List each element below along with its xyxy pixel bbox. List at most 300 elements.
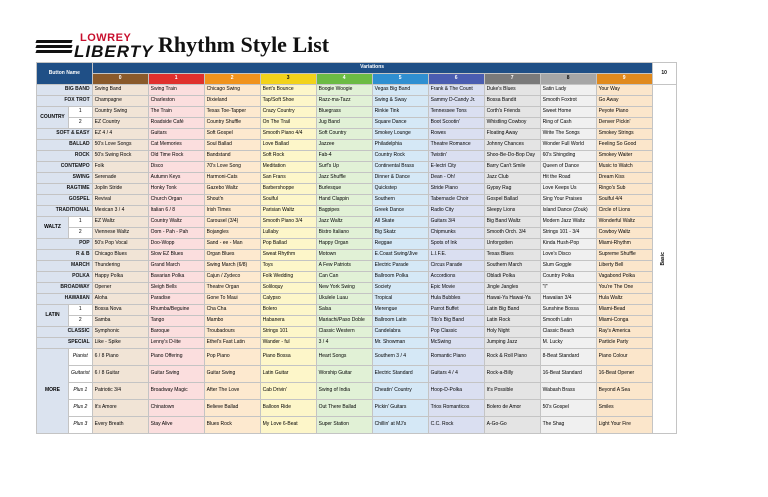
style-cell: Guitar Swing — [204, 366, 260, 383]
style-cell: Music to Watch — [596, 162, 652, 173]
style-cell: Pop Classic — [428, 327, 484, 338]
style-cell: Razz-ma-Tazz — [316, 96, 372, 107]
column-number: 9 — [596, 74, 652, 85]
table-row — [37, 173, 677, 184]
style-cell: You're The One — [596, 283, 652, 294]
style-cell: Chipmunks — [428, 228, 484, 239]
table-row — [37, 305, 677, 316]
more-sub-label: Plus 1 — [69, 383, 93, 400]
style-cell: Tennessee Tons — [428, 107, 484, 118]
table-row — [37, 316, 677, 327]
style-cell: Parisian Waltz — [260, 206, 316, 217]
style-cell: Thundering — [92, 261, 148, 272]
style-cell: Strings 101 - 3/4 — [540, 228, 596, 239]
style-cell: Society — [372, 283, 428, 294]
style-cell: Sleigh Bells — [148, 283, 204, 294]
style-cell: The Shag — [540, 417, 596, 434]
style-sub-number: 1 — [69, 107, 93, 118]
style-cell: Light Your Fire — [596, 417, 652, 434]
column-number: 4 — [316, 74, 372, 85]
style-row-label: BALLAD — [37, 140, 93, 151]
style-cell: Mr. Showman — [372, 338, 428, 349]
style-cell: Big Skatz — [372, 228, 428, 239]
style-cell: Greek Dance — [372, 206, 428, 217]
variations-header: Variations — [92, 63, 652, 74]
style-cell: Wander - ful — [260, 338, 316, 349]
style-cell: Lullaby — [260, 228, 316, 239]
style-cell: Peyote Piano — [596, 107, 652, 118]
style-cell: Surf's Up — [316, 162, 372, 173]
style-cell: Texas Blues — [484, 250, 540, 261]
style-cell: Boogie Woogie — [316, 85, 372, 96]
table-row — [37, 261, 677, 272]
style-cell: Sand - ee - Man — [204, 239, 260, 250]
style-row-label: BIG BAND — [37, 85, 93, 96]
column-number: 2 — [204, 74, 260, 85]
style-cell: Crazy Country — [260, 107, 316, 118]
style-cell: San Frans — [260, 173, 316, 184]
style-cell: Jumping Jazz — [484, 338, 540, 349]
column-number: 0 — [92, 74, 148, 85]
style-cell: Happy Polka — [92, 272, 148, 283]
style-cell: Soul Ballad — [204, 140, 260, 151]
style-cell: Meditation — [260, 162, 316, 173]
style-cell: Southern March — [484, 261, 540, 272]
style-cell: 6 / 8 Guitar — [92, 366, 148, 383]
style-cell: Gospel Ballad — [484, 195, 540, 206]
style-cell: Shoo-Be-Do-Bop Day — [484, 151, 540, 162]
style-cell: 50's Pop Vocal — [92, 239, 148, 250]
style-cell: Burlesque — [316, 184, 372, 195]
style-cell: Guitars 3/4 — [428, 217, 484, 228]
style-cell: Whistling Cowboy — [484, 118, 540, 129]
style-cell: Cha Cha — [204, 305, 260, 316]
style-cell: Bolero — [260, 305, 316, 316]
style-cell: Twistin' — [428, 151, 484, 162]
style-cell: Classic Western — [316, 327, 372, 338]
style-row-label: ROCK — [37, 151, 93, 162]
basic-label-text: Basic — [660, 252, 667, 266]
style-sub-number: 2 — [69, 118, 93, 129]
style-cell: Balloon Ride — [260, 400, 316, 417]
style-cell: EZ Waltz — [92, 217, 148, 228]
style-cell: Liberty Bell — [596, 261, 652, 272]
style-cell: Holy Night — [484, 327, 540, 338]
style-cell: Vegas Big Band — [372, 85, 428, 96]
style-cell: Unforgotten — [484, 239, 540, 250]
style-cell: Troubadours — [204, 327, 260, 338]
style-cell: Trios Romanticos — [428, 400, 484, 417]
style-cell: Southern 3 / 4 — [372, 349, 428, 366]
style-cell: Bossa Bandit — [484, 96, 540, 107]
style-cell: Corth's Friends — [484, 107, 540, 118]
style-cell: Slum Goggle — [540, 261, 596, 272]
style-cell: Particle Party — [596, 338, 652, 349]
style-cell: Sammy D-Candy Jr. — [428, 96, 484, 107]
style-cell: Jingle Jangles — [484, 283, 540, 294]
style-cell: Hula Waltz — [596, 294, 652, 305]
style-cell: Rock-a-Billy — [484, 366, 540, 383]
style-group-label: COUNTRY — [37, 107, 69, 129]
style-cell: Soft Rock — [260, 151, 316, 162]
style-cell: Bossa Nova — [92, 305, 148, 316]
style-cell: Dream Kiss — [596, 173, 652, 184]
style-cell: Swing March (6/8) — [204, 261, 260, 272]
style-cell: Chicago Swing — [204, 85, 260, 96]
style-cell: Can Can — [316, 272, 372, 283]
table-row — [37, 338, 677, 349]
style-cell: Fab-4 — [316, 151, 372, 162]
style-cell: E-lectri City — [428, 162, 484, 173]
style-row-label: FOX TROT — [37, 96, 93, 107]
style-cell: Spots of Ink — [428, 239, 484, 250]
style-cell: Pop Piano — [204, 349, 260, 366]
style-cell: Smooth Piano 4/4 — [260, 129, 316, 140]
style-cell: Irish Times — [204, 206, 260, 217]
style-group-label: LATIN — [37, 305, 69, 327]
style-cell: Ballroom Polka — [372, 272, 428, 283]
rhythm-style-table — [36, 62, 677, 434]
style-cell: It's Amore — [92, 400, 148, 417]
style-cell: Symphonic — [92, 327, 148, 338]
style-row-label: R & B — [37, 250, 93, 261]
style-cell: Cab Drivin' — [260, 383, 316, 400]
style-cell: It's Possible — [484, 383, 540, 400]
style-cell: Soulful — [260, 195, 316, 206]
style-cell: Hawaiian 3/4 — [540, 294, 596, 305]
column-number: 5 — [372, 74, 428, 85]
column-number-10: 10 — [652, 63, 676, 85]
style-cell: Ray's America — [596, 327, 652, 338]
column-number: 7 — [484, 74, 540, 85]
style-cell: Roadside Café — [148, 118, 204, 129]
table-row — [37, 118, 677, 129]
style-cell: Rowes — [428, 129, 484, 140]
style-cell: Jazz Club — [484, 173, 540, 184]
style-cell: Radio City — [428, 206, 484, 217]
style-cell: Guitars 4 / 4 — [428, 366, 484, 383]
style-cell: 70's Love Song — [204, 162, 260, 173]
style-row-label: HAWAIIAN — [37, 294, 93, 305]
style-cell: Organ Blues — [204, 250, 260, 261]
style-cell: Electric Standard — [372, 366, 428, 383]
logo-brand-top: LOWREY — [80, 32, 132, 44]
style-cell: Paradise — [148, 294, 204, 305]
style-cell: Love Ballad — [260, 140, 316, 151]
style-row-label: GOSPEL — [37, 195, 93, 206]
style-cell: Miami-Bead — [596, 305, 652, 316]
style-cell: Latin Guitar — [260, 366, 316, 383]
style-cell: Beyond A Sea — [596, 383, 652, 400]
style-cell: Swing Band — [92, 85, 148, 96]
style-cell: Swing Train — [148, 85, 204, 96]
style-cell: Chicago Blues — [92, 250, 148, 261]
style-row-label: TRADITIONAL — [37, 206, 93, 217]
style-cell: Pop Ballad — [260, 239, 316, 250]
style-cell: Tap/Soft Shoe — [260, 96, 316, 107]
style-cell: Country Rock — [372, 151, 428, 162]
style-cell: Lenny's D-lite — [148, 338, 204, 349]
style-cell: Honky Tonk — [148, 184, 204, 195]
style-cell: Soulful 4/4 — [596, 195, 652, 206]
style-cell: Broadway Magic — [148, 383, 204, 400]
style-cell: Autumn Keys — [148, 173, 204, 184]
style-cell: Country Shuffle — [204, 118, 260, 129]
table-row — [37, 417, 677, 434]
style-cell: Sleepy Lions — [484, 206, 540, 217]
style-cell: Piano Colour — [596, 349, 652, 366]
style-cell: Boot Scootin' — [428, 118, 484, 129]
style-cell: Soliloquy — [260, 283, 316, 294]
style-cell: Bert's Bounce — [260, 85, 316, 96]
style-cell: Hula Bubbles — [428, 294, 484, 305]
style-cell: Ethel's Fast Latin — [204, 338, 260, 349]
style-cell: Theatre Romance — [428, 140, 484, 151]
style-cell: Queen of Dance — [540, 162, 596, 173]
style-cell: Circus Parade — [428, 261, 484, 272]
style-cell: A Few Patriots — [316, 261, 372, 272]
style-cell: 60's Shingding — [540, 151, 596, 162]
table-row — [37, 228, 677, 239]
table-row — [37, 283, 677, 294]
style-cell: Jazzee — [316, 140, 372, 151]
style-cell: Feeling So Good — [596, 140, 652, 151]
style-cell: 3 / 4 — [316, 338, 372, 349]
style-cell: Champagne — [92, 96, 148, 107]
style-cell: Swing of India — [316, 383, 372, 400]
style-cell: Disco — [148, 162, 204, 173]
style-cell: Bluegrass — [316, 107, 372, 118]
style-cell: EZ 4 / 4 — [92, 129, 148, 140]
style-cell: Every Breath — [92, 417, 148, 434]
style-cell: Guitars — [148, 129, 204, 140]
table-row — [37, 151, 677, 162]
style-cell: Classic Beach — [540, 327, 596, 338]
style-cell: New York Swing — [316, 283, 372, 294]
style-row-label: POP — [37, 239, 93, 250]
style-cell: Barbershoppe — [260, 184, 316, 195]
style-cell: Guitar Swing — [148, 366, 204, 383]
style-cell: E.Coast Swing/Jive — [372, 250, 428, 261]
style-cell: Salsa — [316, 305, 372, 316]
style-cell: Bojangles — [204, 228, 260, 239]
style-cell: Super Station — [316, 417, 372, 434]
style-cell: Gone To Maui — [204, 294, 260, 305]
table-row — [37, 217, 677, 228]
style-cell: Wabash Brass — [540, 383, 596, 400]
style-cell: Carousel (3/4) — [204, 217, 260, 228]
style-cell: Square Dance — [372, 118, 428, 129]
style-cell: Piano Offering — [148, 349, 204, 366]
style-row-label: SWING — [37, 173, 93, 184]
style-cell: Ringo's Sub — [596, 184, 652, 195]
style-sub-number: 2 — [69, 316, 93, 327]
style-cell: Stride Piano — [428, 184, 484, 195]
table-row — [37, 129, 677, 140]
style-cell: Jazz Waltz — [316, 217, 372, 228]
style-cell: Continental Brass — [372, 162, 428, 173]
style-cell: Gazebo Waltz — [204, 184, 260, 195]
table-row — [37, 107, 677, 118]
style-cell: 16-Beat Opener — [596, 366, 652, 383]
style-row-label: SPECIAL — [37, 338, 93, 349]
style-row-label: BROADWAY — [37, 283, 93, 294]
style-cell: Floating Away — [484, 129, 540, 140]
style-cell: Miami-Conga — [596, 316, 652, 327]
table-row — [37, 383, 677, 400]
style-cell: Latin Big Band — [484, 305, 540, 316]
table-row — [37, 96, 677, 107]
style-cell: Duke's Blues — [484, 85, 540, 96]
table-row — [37, 195, 677, 206]
style-cell: Folk — [92, 162, 148, 173]
style-cell: Baroque — [148, 327, 204, 338]
table-row — [37, 206, 677, 217]
style-row-label: POLKA — [37, 272, 93, 283]
style-row-label: MARCH — [37, 261, 93, 272]
style-cell: Miami-Rhythm — [596, 239, 652, 250]
table-row — [37, 140, 677, 151]
table-row — [37, 239, 677, 250]
style-cell: Smokey Lounge — [372, 129, 428, 140]
style-cell: 8-Beat Standard — [540, 349, 596, 366]
style-cell: Rinkie Tink — [372, 107, 428, 118]
style-cell: Like - Spike — [92, 338, 148, 349]
style-cell: On The Trail — [260, 118, 316, 129]
table-row — [37, 250, 677, 261]
style-cell: Church Organ — [148, 195, 204, 206]
style-cell: Hit the Road — [540, 173, 596, 184]
style-cell: Bavarian Polka — [148, 272, 204, 283]
style-sub-number: 2 — [69, 228, 93, 239]
style-cell: Rock & Roll Piano — [484, 349, 540, 366]
style-cell: Wonderful Waltz — [596, 217, 652, 228]
logo-stripes — [36, 40, 72, 58]
style-cell: Mexican 3 / 4 — [92, 206, 148, 217]
style-cell: Country Waltz — [148, 217, 204, 228]
style-cell: Modern Jazz Waltz — [540, 217, 596, 228]
style-group-label: WALTZ — [37, 217, 69, 239]
style-cell: Worship Guitar — [316, 366, 372, 383]
style-cell: Quickstep — [372, 184, 428, 195]
lowrey-liberty-logo — [36, 30, 154, 61]
style-cell: Aloha — [92, 294, 148, 305]
button-name-header: Button Name — [37, 63, 93, 85]
style-cell: Smooth Latin — [540, 316, 596, 327]
style-row-label: RAGTIME — [37, 184, 93, 195]
style-cell: EZ Country — [92, 118, 148, 129]
style-cell: Opener — [92, 283, 148, 294]
style-cell: Kinda Hush-Pop — [540, 239, 596, 250]
style-cell: Slow EZ Blues — [148, 250, 204, 261]
style-cell: 50's Swing Rock — [92, 151, 148, 162]
style-cell: Heart Songs — [316, 349, 372, 366]
style-cell: My Love 6-Beat — [260, 417, 316, 434]
style-cell: Texas Toe-Tapper — [204, 107, 260, 118]
more-sub-label: Guitarist — [69, 366, 93, 383]
style-cell: Doo-Wopp — [148, 239, 204, 250]
style-cell: Vagabond Polka — [596, 272, 652, 283]
style-cell: Satin Lady — [540, 85, 596, 96]
style-cell: 6 / 8 Piano — [92, 349, 148, 366]
style-cell: Theatre Organ — [204, 283, 260, 294]
style-cell: Accordions — [428, 272, 484, 283]
style-cell: Toys — [260, 261, 316, 272]
style-cell: Old Time Rock — [148, 151, 204, 162]
style-cell: Johnny Chances — [484, 140, 540, 151]
style-cell: Cajun / Zydeco — [204, 272, 260, 283]
style-cell: Happy Organ — [316, 239, 372, 250]
style-cell: Frank & The Count — [428, 85, 484, 96]
style-cell: Harmoni-Cats — [204, 173, 260, 184]
style-cell: L.I.F.E. — [428, 250, 484, 261]
style-cell: Patriotic 3/4 — [92, 383, 148, 400]
style-cell: Smiles — [596, 400, 652, 417]
style-cell: Smooth Piano 3/4 — [260, 217, 316, 228]
style-cell: Soft Gospel — [204, 129, 260, 140]
style-cell: Smokey Strings — [596, 129, 652, 140]
table-row — [37, 272, 677, 283]
style-cell: Tito's Big Band — [428, 316, 484, 327]
style-cell: Merengue — [372, 305, 428, 316]
column-number: 1 — [148, 74, 204, 85]
page-title: Rhythm Style List — [158, 32, 330, 57]
style-row-label: CONTEMPO — [37, 162, 93, 173]
style-cell: After The Love — [204, 383, 260, 400]
style-cell: Strings 101 — [260, 327, 316, 338]
style-cell: Sweat Rhythm — [260, 250, 316, 261]
style-sub-number: 1 — [69, 217, 93, 228]
style-cell: Bolero de Amor — [484, 400, 540, 417]
more-sub-label: Plus 2 — [69, 400, 93, 417]
style-row-label: CLASSIC — [37, 327, 93, 338]
style-cell: Hoop-D-Polka — [428, 383, 484, 400]
style-cell: Charleston — [148, 96, 204, 107]
style-cell: Denver Pickin' — [596, 118, 652, 129]
table-row — [37, 349, 677, 366]
style-cell: All Skate — [372, 217, 428, 228]
style-cell: Write The Songs — [540, 129, 596, 140]
style-cell: Jug Band — [316, 118, 372, 129]
style-cell: 16-Beat Standard — [540, 366, 596, 383]
style-cell: Piano Bossa — [260, 349, 316, 366]
table-row — [37, 366, 677, 383]
style-cell: Electric Parade — [372, 261, 428, 272]
style-cell: Stay Alive — [148, 417, 204, 434]
style-cell: A-Go-Go — [484, 417, 540, 434]
table-row — [37, 327, 677, 338]
style-cell: Sing Your Praises — [540, 195, 596, 206]
style-row-label: SOFT & EASY — [37, 129, 93, 140]
style-sub-number: 1 — [69, 305, 93, 316]
style-cell: Pickin' Guitars — [372, 400, 428, 417]
style-cell: Smokey Waiter — [596, 151, 652, 162]
style-cell: Sunshine Bossa — [540, 305, 596, 316]
style-cell: Hawai-Ya Hawai-Ya — [484, 294, 540, 305]
style-cell: Folk Wedding — [260, 272, 316, 283]
style-cell: Sweet Home — [540, 107, 596, 118]
style-cell: 50's Love Songs — [92, 140, 148, 151]
style-cell: Reggae — [372, 239, 428, 250]
style-cell: Candelabra — [372, 327, 428, 338]
style-cell: Bagpipes — [316, 206, 372, 217]
style-cell: M. Lucky — [540, 338, 596, 349]
table-row — [37, 85, 677, 96]
style-cell: Go Away — [596, 96, 652, 107]
style-cell: Oom - Pah - Pah — [148, 228, 204, 239]
style-cell: McSwing — [428, 338, 484, 349]
style-cell: Smooth Orch. 3/4 — [484, 228, 540, 239]
